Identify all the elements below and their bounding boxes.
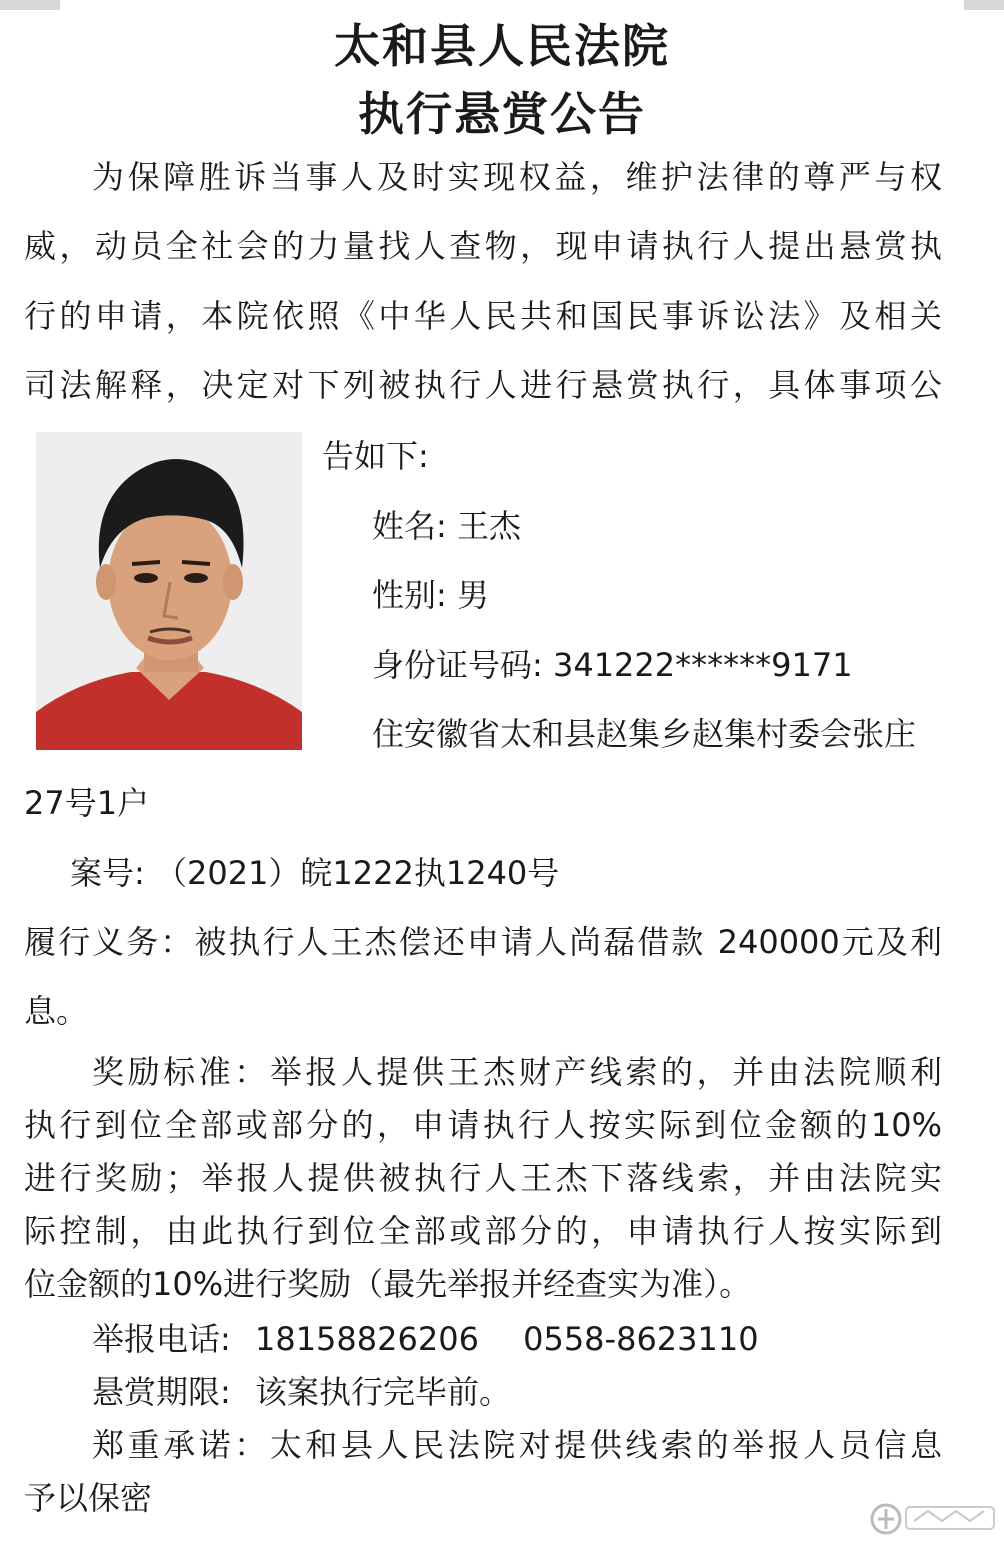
reward-period [92,1372,511,1412]
notice-title: 执行悬赏公告 [358,87,646,141]
scan-corner-right [964,0,1004,10]
promise-line-2: 予以保密 [24,1479,153,1517]
address-line-1: 住安徽省太和县赵集乡赵集村委会张庄 [372,715,917,753]
site-watermark-logo [868,1497,998,1537]
name-field [372,506,521,546]
duty-line-1: 履行义务：被执行人王杰偿还申请人尚磊借款 240000元及利 [24,923,942,961]
phone-2: 0558-8623110 [523,1320,759,1358]
intro-line-1: 为保障胜诉当事人及时实现权益，维护法律的尊严与权 [92,158,942,196]
court-name: 太和县人民法院 [334,19,670,73]
reward-line-3: 进行奖励；举报人提供被执行人王杰下落线索，并由法院实 [24,1159,942,1197]
id-label: 身份证号码: [372,646,543,684]
id-value: 341222******9171 [552,646,853,684]
name-value: 王杰 [456,507,521,545]
report-phone [92,1319,759,1359]
gender-value: 男 [456,576,489,614]
reward-line-2: 执行到位全部或部分的，申请执行人按实际到位金额的10% [24,1106,942,1144]
name-label: 姓名: [372,507,447,545]
id-field [372,645,853,685]
reward-line-4: 际控制，由此执行到位全部或部分的，申请执行人按实际到 [24,1212,942,1250]
intro-line-2: 威，动员全社会的力量找人查物，现申请执行人提出悬赏执 [24,227,942,265]
intro-line-4: 司法解释，决定对下列被执行人进行悬赏执行，具体事项公 [24,366,942,404]
scan-corner-left [0,0,60,10]
period-value: 该案执行完毕前。 [254,1373,511,1411]
gender-field [372,575,489,615]
phone-1: 18158826206 [254,1320,479,1358]
period-label: 悬赏期限: [92,1373,231,1411]
address-line-2: 27号1户 [24,784,150,822]
intro-line-end: 告如下: [322,437,429,475]
case-number-label: 案号: [70,854,145,892]
phone-label: 举报电话: [92,1320,231,1358]
case-number [70,853,559,893]
reward-line-5: 位金额的10%进行奖励（最先举报并经查实为准）。 [24,1265,752,1303]
promise-line-1: 郑重承诺：太和县人民法院对提供线索的举报人员信息 [92,1426,942,1464]
duty-line-2: 息。 [24,992,89,1030]
gender-label: 性别: [372,576,447,614]
case-number-value: （2021）皖1222执1240号 [154,854,560,892]
intro-line-3: 行的申请，本院依照《中华人民共和国民事诉讼法》及相关 [24,297,942,335]
suspect-photo [36,432,302,750]
reward-line-1: 奖励标准：举报人提供王杰财产线索的，并由法院顺利 [92,1053,942,1091]
